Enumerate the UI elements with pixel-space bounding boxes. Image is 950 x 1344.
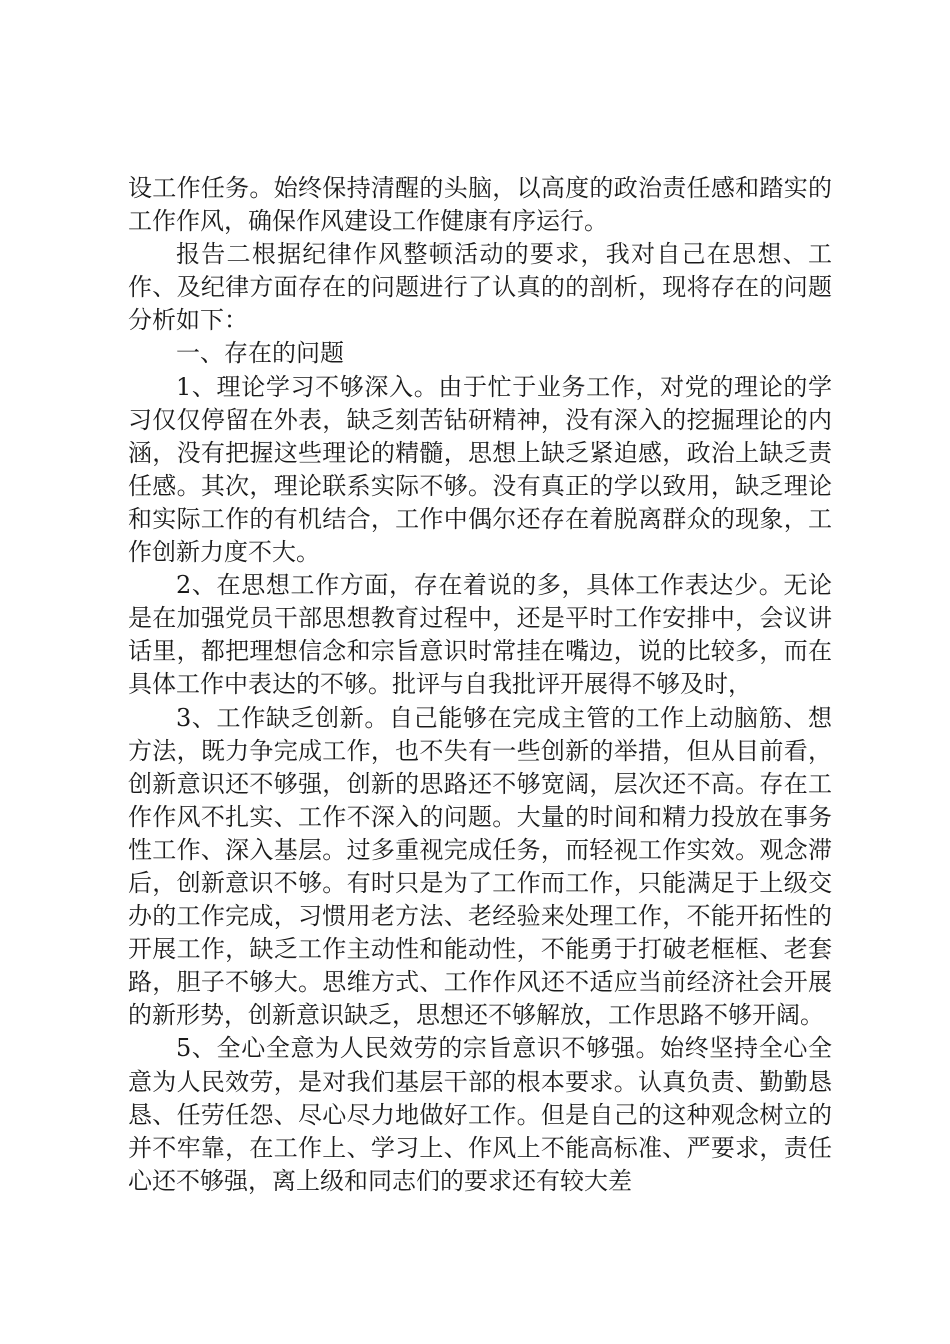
paragraph-item-1: 1、理论学习不够深入。由于忙于业务工作，对党的理论的学习仅仅停留在外表，缺乏刻苦钻研精神，没有深入的挖掘理论的内涵，没有把握这些理论的精髓，思想上缺乏紧迫感，政治上缺乏责任感。其次，理论联系实际不够。没有真正的学以致用，缺乏理论和实际工作的有机结合，工作中偶尔还存在着脱离群众的现象，工作创新力度不大。 [128,372,832,567]
paragraph-item-2: 2、在思想工作方面，存在着说的多，具体工作表达少。无论是在加强党员干部思想教育过程中，还是平时工作安排中，会议讲话里，都把理想信念和宗旨意识时常挂在嘴边，说的比较多，而在具体工作中表达的不够。批评与自我批评开展得不够及时， [128,571,832,699]
paragraph-report-two-intro: 报告二根据纪律作风整顿活动的要求，我对自己在思想、工作、及纪律方面存在的问题进行了认真的的剖析，现将存在的问题分析如下： [128,240,832,335]
document-body [128,172,832,1198]
paragraph-continuation: 设工作任务。始终保持清醒的头脑，以高度的政治责任感和踏实的工作作风，确保作风建设工作健康有序运行。 [128,174,832,236]
section-heading-problems: 一、存在的问题 [176,339,344,368]
paragraph-item-3: 3、工作缺乏创新。自己能够在完成主管的工作上动脑筋、想方法，既力争完成工作，也不失有一些创新的举措，但从目前看，创新意识还不够强，创新的思路还不够宽阔，层次还不高。存在工作作风不扎实、工作不深入的问题。大量的时间和精力投放在事务性工作、深入基层。过多重视完成任务，而轻视工作实效。观念滞后，创新意识不够。有时只是为了工作而工作，只能满足于上级交办的工作完成，习惯用老方法、老经验来处理工作，不能开拓性的开展工作，缺乏工作主动性和能动性，不能勇于打破老框框、老套路，胆子不够大。思维方式、工作作风还不适应当前经济社会开展的新形势，创新意识缺乏，思想还不够解放，工作思路不够开阔。 [128,703,832,1030]
paragraph-item-5: 5、全心全意为人民效劳的宗旨意识不够强。始终坚持全心全意为人民效劳，是对我们基层干部的根本要求。认真负责、勤勤恳恳、任劳任怨、尽心尽力地做好工作。但是自己的这种观念树立的并不牢靠，在工作上、学习上、作风上不能高标准、严要求，责任心还不够强，离上级和同志们的要求还有较大差 [128,1034,832,1195]
